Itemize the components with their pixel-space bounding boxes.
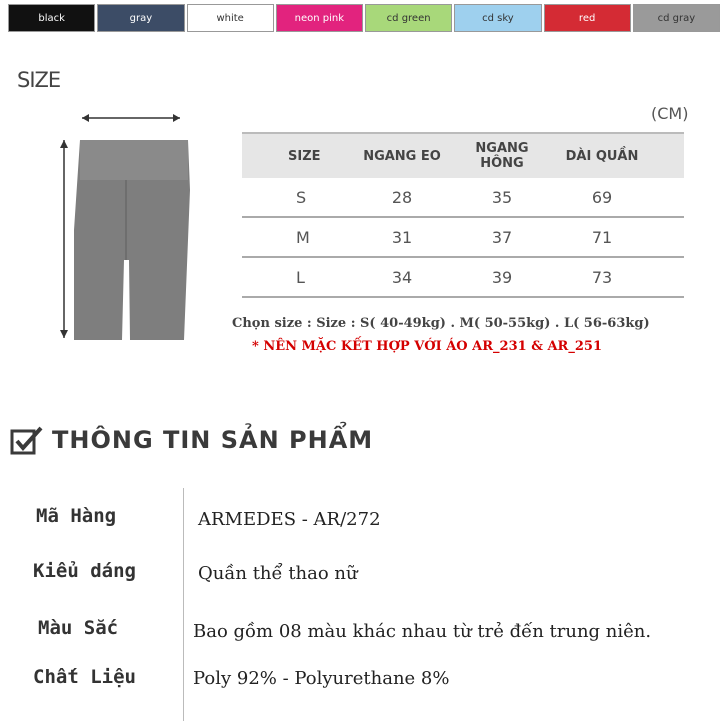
header-waist: NGANG EO <box>363 148 441 164</box>
cell-size: L <box>296 267 305 287</box>
color-value: Bao gồm 08 màu khác nhau từ trẻ đến trung niên. <box>193 621 652 642</box>
color-swatches <box>8 4 720 32</box>
size-table-header <box>242 132 684 178</box>
table-row <box>242 218 684 258</box>
product-info-title <box>10 425 373 455</box>
material-value: Poly 92% - Polyurethane 8% <box>193 668 450 689</box>
size-table <box>242 132 684 298</box>
cell-length: 71 <box>591 227 613 247</box>
color-swatch[interactable]: neon pink <box>276 4 363 32</box>
unit-label: (CM) <box>651 104 689 123</box>
code-value: ARMEDES - AR/272 <box>198 509 381 530</box>
color-swatch[interactable]: red <box>544 4 631 32</box>
cell-hip: 39 <box>491 267 513 287</box>
color-swatch[interactable]: cd green <box>365 4 452 32</box>
style-value: Quần thể thao nữ <box>198 563 358 584</box>
color-swatch[interactable]: cd sky <box>454 4 541 32</box>
cell-waist: 34 <box>391 267 413 287</box>
cell-waist: 31 <box>391 227 413 247</box>
size-heading: SIZE <box>17 68 61 92</box>
header-hip: NGANG HÔNG <box>475 141 529 171</box>
color-swatch[interactable]: cd gray <box>633 4 720 32</box>
cell-size: S <box>296 187 307 207</box>
table-row <box>242 258 684 298</box>
header-size: SIZE <box>288 148 321 164</box>
combo-note: * NÊN MẶC KẾT HỢP VỚI ÁO AR_231 & AR_251 <box>252 339 602 354</box>
size-guide-note: Chọn size : Size : S( 40-49kg) . M( 50-55kg) . L( 56-63kg) <box>232 316 650 331</box>
cell-waist: 28 <box>391 187 413 207</box>
info-divider <box>183 488 184 721</box>
cell-length: 69 <box>591 187 613 207</box>
cell-hip: 37 <box>491 227 513 247</box>
color-swatch[interactable]: white <box>187 4 274 32</box>
product-info-heading: THÔNG TIN SẢN PHẨM <box>52 426 374 454</box>
header-length: DÀI QUẦN <box>565 148 639 164</box>
checkbox-icon <box>10 425 44 455</box>
shorts-diagram <box>52 110 192 350</box>
cell-size: M <box>296 227 310 247</box>
color-swatch[interactable]: black <box>8 4 95 32</box>
color-label: Màu Sắc <box>38 617 119 639</box>
cell-length: 73 <box>591 267 613 287</box>
style-label: Kiểu dáng <box>33 560 136 582</box>
table-row <box>242 178 684 218</box>
code-label: Mã Hàng <box>36 505 117 527</box>
cell-hip: 35 <box>491 187 513 207</box>
color-swatch[interactable]: gray <box>97 4 184 32</box>
material-label: Chất Liệu <box>33 666 136 688</box>
